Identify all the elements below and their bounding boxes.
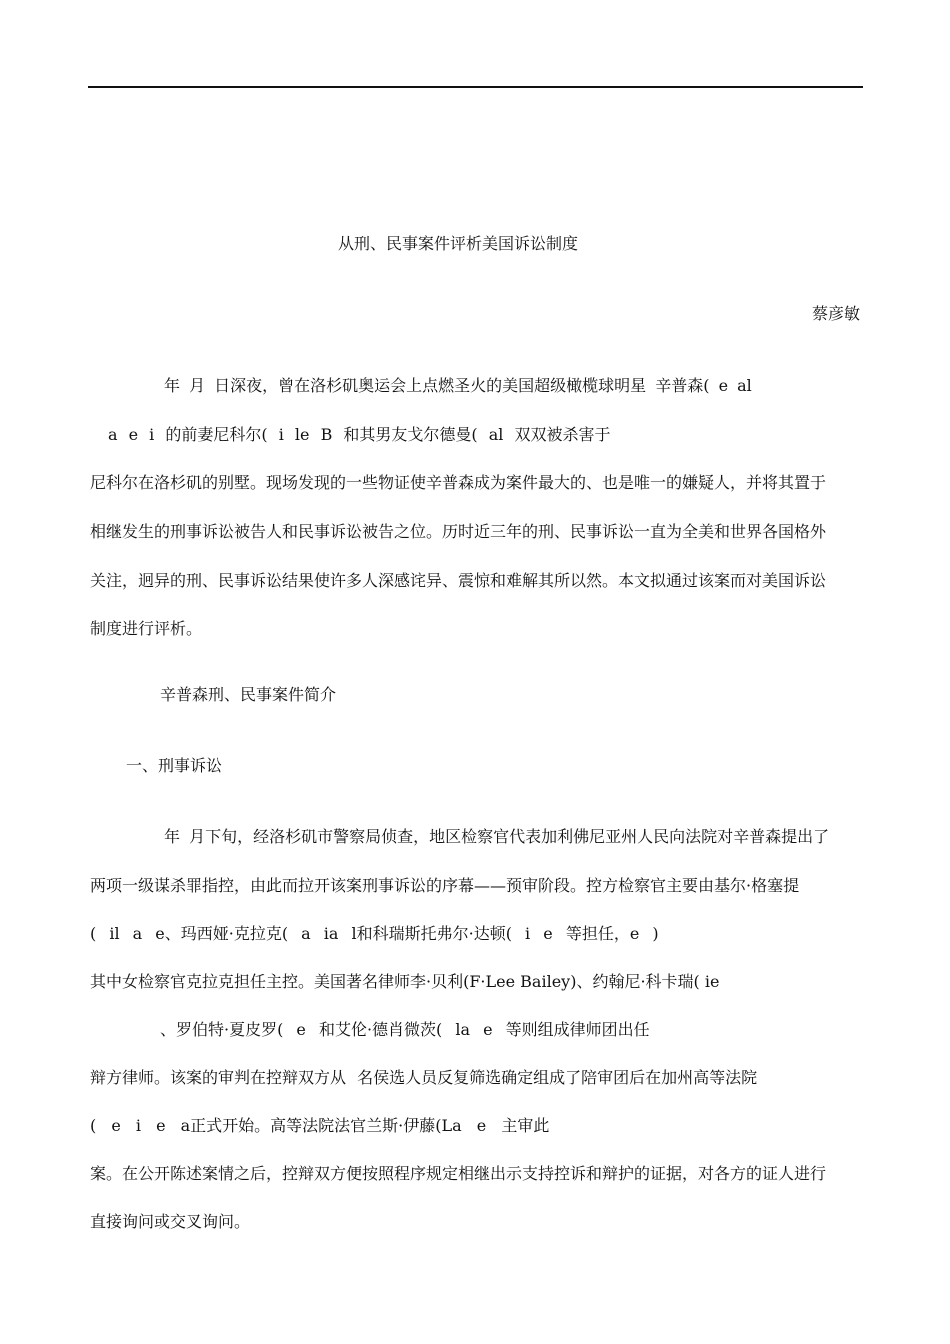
section-heading: 辛普森刑、民事案件简介 xyxy=(160,685,337,704)
text-line: 案。在公开陈述案情之后，控辩双方便按照程序规定相继出示支持控诉和辩护的证据，对各方的证人进行 xyxy=(90,1164,827,1183)
text-line: 年 月下旬，经洛杉矶市警察局侦查，地区检察官代表加利佛尼亚州人民向法院对辛普森提出了 xyxy=(164,827,830,846)
text-line: 制度进行评析。 xyxy=(90,619,203,638)
text-line: 辩方律师。该案的审判在控辩双方从 名侯选人员反复筛选确定组成了陪审团后在加州高等法院 xyxy=(90,1068,758,1087)
document-title: 从刑、民事案件评析美国诉讼制度 xyxy=(338,234,579,253)
text-line: 关注，迥异的刑、民事诉讼结果使许多人深感诧异、震惊和难解其所以然。本文拟通过该案而对美国诉讼 xyxy=(90,571,827,590)
header-rule xyxy=(88,86,863,88)
text-line: ( e i e a正式开始。高等法院法官兰斯·伊藤(La e 主审此 xyxy=(90,1116,550,1135)
text-line: 、罗伯特·夏皮罗( e 和艾伦·德肖微茨( la e 等则组成律师团出任 xyxy=(160,1020,650,1039)
text-line: 直接询问或交叉询问。 xyxy=(90,1212,251,1231)
author-name: 蔡彦敏 xyxy=(812,304,861,323)
text-line: ( il a e、玛西娅·克拉克( a ia l和科瑞斯托弗尔·达顿( i e 等担任，e ) xyxy=(90,924,659,943)
text-line: 相继发生的刑事诉讼被告人和民事诉讼被告之位。历时近三年的刑、民事诉讼一直为全美和世界各国格外 xyxy=(90,522,827,541)
text-line: 其中女检察官克拉克担任主控。美国著名律师李·贝利(F·Lee Bailey)、约翰尼·科卡瑞( ie xyxy=(90,972,720,991)
text-line: 年 月 日深夜，曾在洛杉矶奥运会上点燃圣火的美国超级橄榄球明星 辛普森( e al xyxy=(164,376,752,395)
text-line: 尼科尔在洛杉矶的别墅。现场发现的一些物证使辛普森成为案件最大的、也是唯一的嫌疑人，并将其置于 xyxy=(90,473,827,492)
text-line: 两项一级谋杀罪指控，由此而拉开该案刑事诉讼的序幕——预审阶段。控方检察官主要由基尔·格塞提 xyxy=(90,876,800,895)
text-line: a e i 的前妻尼科尔( i le B 和其男友戈尔德曼( al 双双被杀害于 xyxy=(108,425,611,444)
sub-heading: 一、刑事诉讼 xyxy=(126,756,223,775)
